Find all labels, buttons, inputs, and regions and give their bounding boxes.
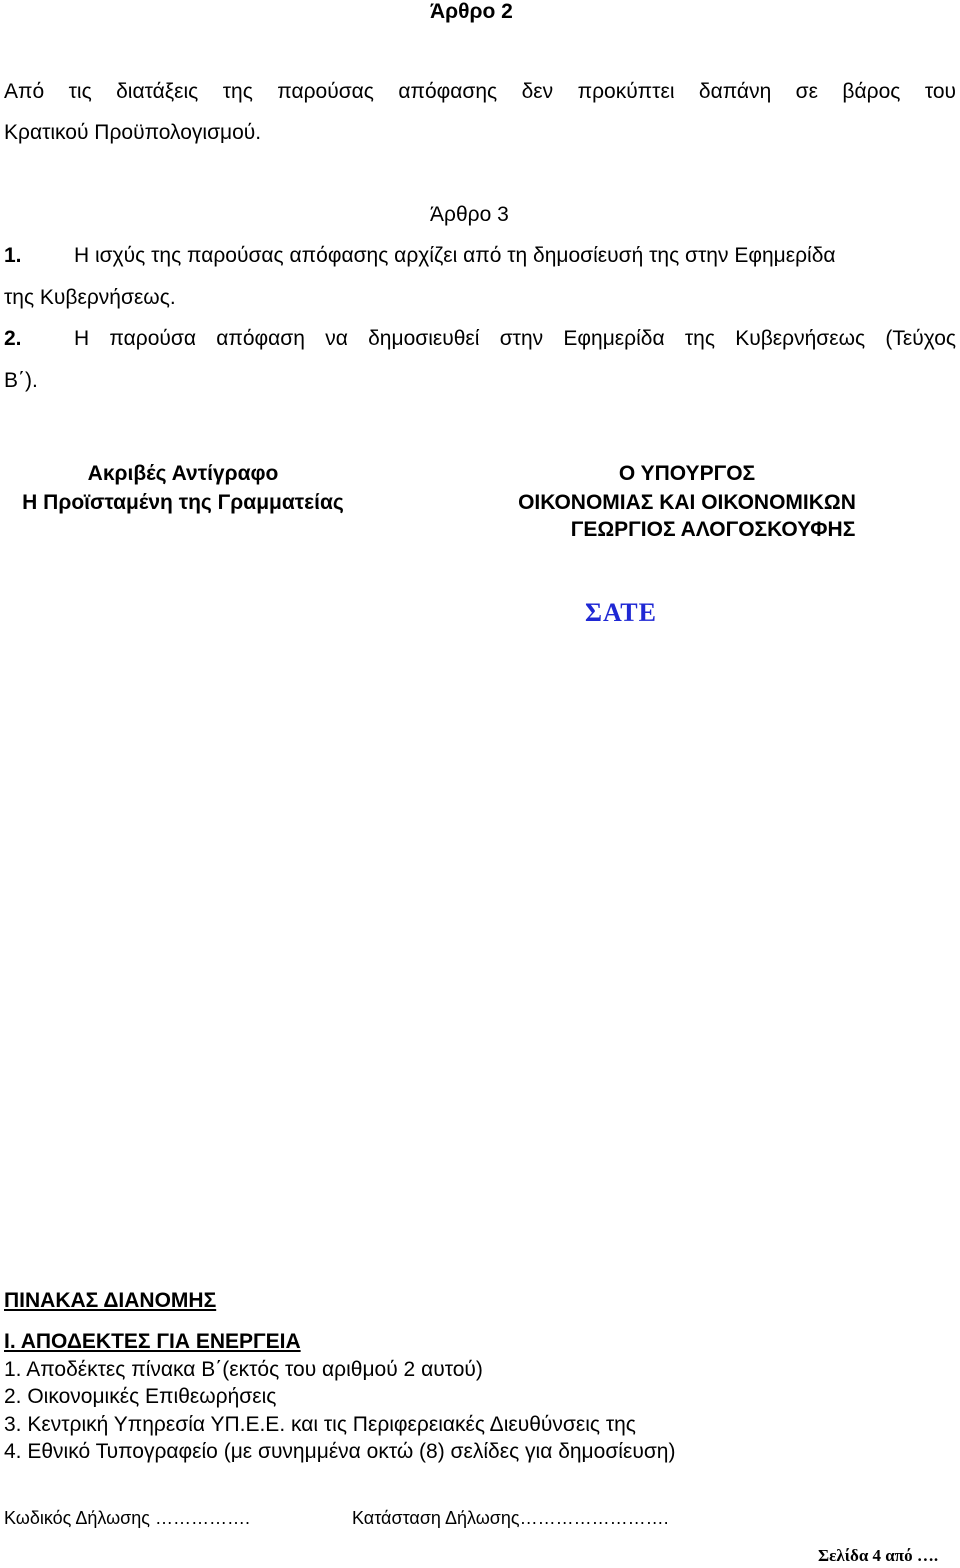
signature-left-line-1: Ακριβές Αντίγραφο	[87, 462, 279, 485]
signature-right-line-1: Ο ΥΠΟΥΡΓΟΣ	[618, 462, 756, 485]
signature-left-line-2: Η Προϊσταμένη της Γραμματείας	[22, 491, 344, 514]
distribution-title: ΠΙΝΑΚΑΣ ΔΙΑΝΟΜΗΣ	[4, 1289, 217, 1312]
distribution-item-1: 1. Αποδέκτες πίνακα Β΄(εκτός του αριθμού 2 αυτού)	[4, 1358, 483, 1381]
item-2-number: 2.	[4, 327, 22, 350]
article-2-line-1: Από τις διατάξεις της παρούσας απόφασης δεν προκύπτει δαπάνη σε βάρος του	[4, 80, 956, 103]
item-2-text: Η παρούσα απόφαση να δημοσιευθεί στην Εφημερίδα της Κυβερνήσεως (Τεύχος	[74, 327, 956, 350]
footer-status-label: Κατάσταση Δήλωσης…………………….	[352, 1508, 669, 1528]
article-3-item-2-cont: Β΄).	[4, 369, 38, 392]
distribution-item-4: 4. Εθνικό Τυπογραφείο (με συνημμένα οκτώ (8) σελίδες για δημοσίευση)	[4, 1440, 676, 1463]
item-1-number: 1.	[4, 244, 22, 267]
item-1-text: Η ισχύς της παρούσας απόφασης αρχίζει από τη δημοσίευσή της στην Εφημερίδα	[74, 244, 836, 267]
signature-right-line-2: ΟΙΚΟΝΟΜΙΑΣ ΚΑΙ ΟΙΚΟΝΟΜΙΚΩΝ	[518, 491, 856, 514]
article-3-item-1-cont: της Κυβερνήσεως.	[4, 286, 176, 309]
article-2-line-2: Κρατικού Προϋπολογισμού.	[4, 121, 262, 144]
article-2-heading: Άρθρο 2	[430, 0, 513, 23]
signature-right-line-3: ΓΕΩΡΓΙΟΣ ΑΛΟΓΟΣΚΟΥΦΗΣ	[570, 518, 856, 541]
article-3-item-2	[4, 327, 956, 351]
sate-stamp: ΣΑΤΕ	[585, 598, 657, 627]
distribution-item-3: 3. Κεντρική Υπηρεσία ΥΠ.Ε.Ε. και τις Περιφερειακές Διευθύνσεις της	[4, 1413, 636, 1436]
footer-code-label: Κωδικός Δήλωσης …………….	[4, 1508, 250, 1528]
article-3-item-1	[4, 244, 956, 268]
distribution-section: Ι. ΑΠΟΔΕΚΤΕΣ ΓΙΑ ΕΝΕΡΓΕΙΑ	[4, 1330, 301, 1353]
article-3-heading: Άρθρο 3	[430, 203, 509, 226]
page-number: Σελίδα 4 από ….	[818, 1546, 939, 1565]
distribution-item-2: 2. Οικονομικές Επιθεωρήσεις	[4, 1385, 277, 1408]
